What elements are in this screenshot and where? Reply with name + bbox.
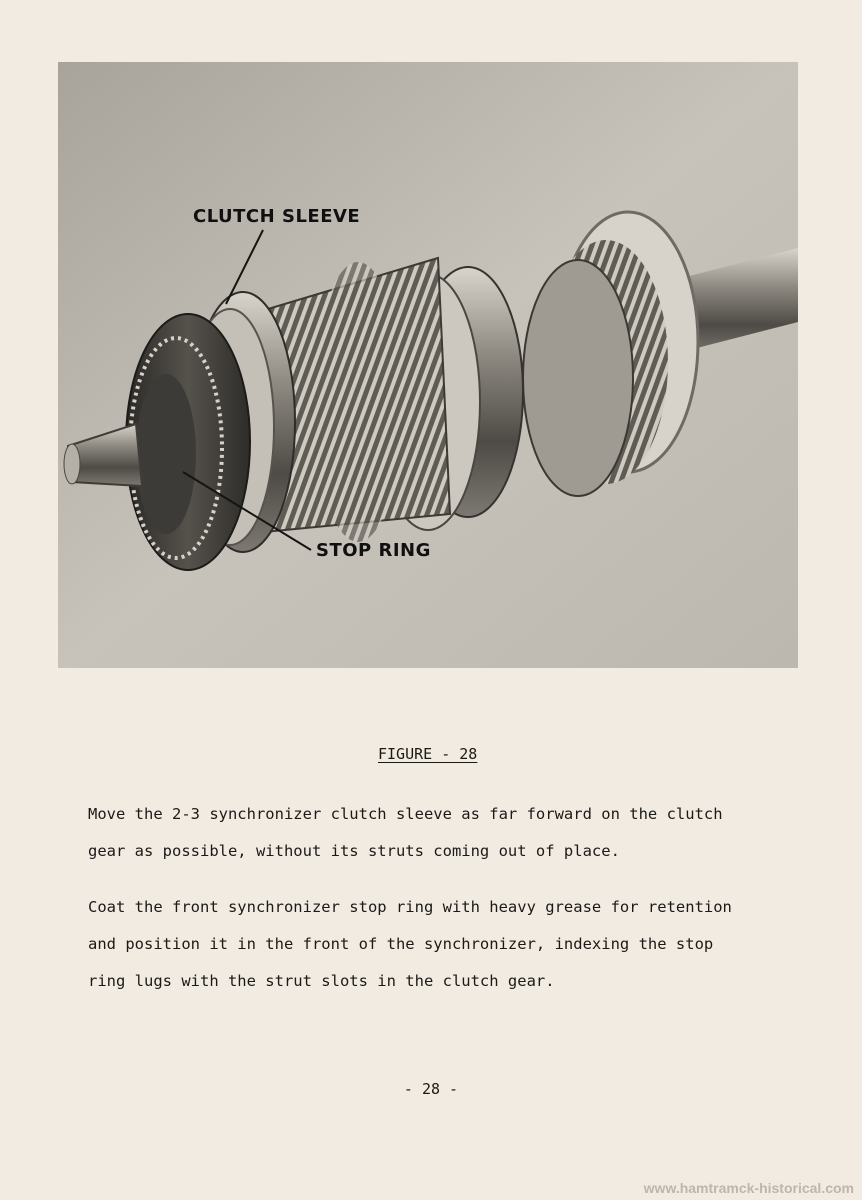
paragraph-1-line: gear as possible, without its struts coming out of place. — [88, 842, 620, 860]
figure-caption: FIGURE - 28 — [378, 745, 478, 763]
paragraph-2 — [88, 889, 808, 1000]
clutch-sleeve-label: CLUTCH SLEEVE — [193, 206, 361, 227]
paragraph-2-line: Coat the front synchronizer stop ring with heavy grease for retention — [88, 898, 732, 916]
paragraph-1 — [88, 796, 808, 870]
stop-ring — [126, 314, 250, 570]
gear-assembly-photo — [58, 62, 798, 668]
paragraph-2-line: ring lugs with the strut slots in the clutch gear. — [88, 972, 555, 990]
page-number: - 28 - — [403, 1080, 459, 1098]
gear-assembly-illustration — [58, 62, 798, 668]
paragraph-1-line: Move the 2-3 synchronizer clutch sleeve as far forward on the clutch — [88, 805, 723, 823]
stop-ring-label: STOP RING — [316, 540, 431, 561]
site-watermark: www.hamtramck-historical.com — [643, 1180, 854, 1196]
paragraph-2-line: and position it in the front of the synchronizer, indexing the stop — [88, 935, 714, 953]
